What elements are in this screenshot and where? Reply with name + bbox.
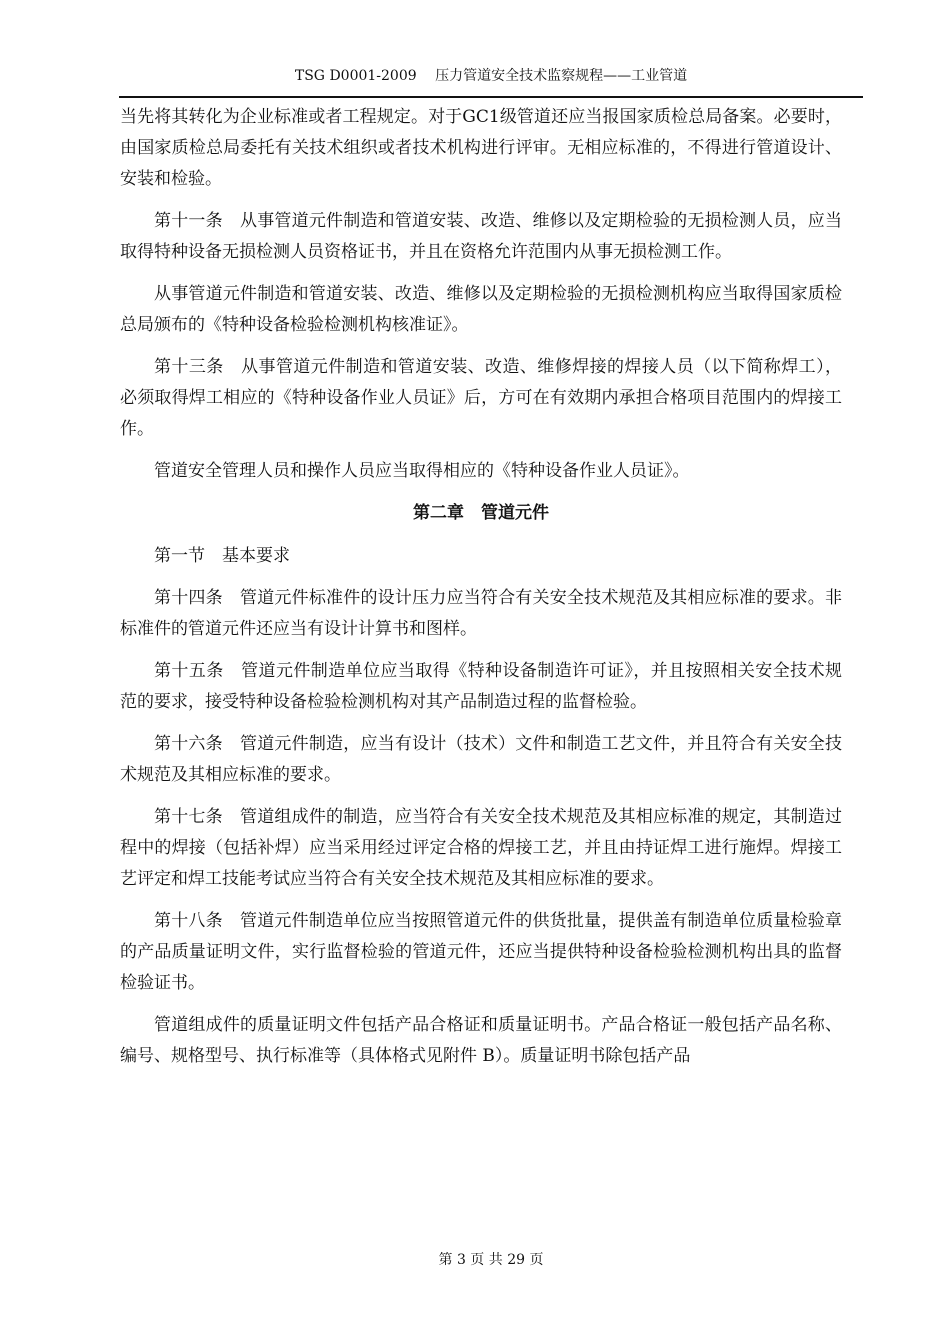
document-body [120, 102, 842, 1083]
paragraph-article-13: 第十三条 从事管道元件制造和管道安装、改造、维修焊接的焊接人员（以下简称焊工），必须取得焊工相应的《特种设备作业人员证》后，方可在有效期内承担合格项目范围内的焊接工作。 [120, 357, 842, 439]
paragraph-article-17: 第十七条 管道组成件的制造，应当符合有关安全技术规范及其相应标准的规定，其制造过程中的焊接（包括补焊）应当采用经过评定合格的焊接工艺，并且由持证焊工进行施焊。焊接工艺评定和焊工技能考试应当符合有关安全技术规范及其相应标准的要求。 [120, 807, 842, 889]
paragraph-operators: 管道安全管理人员和操作人员应当取得相应的《特种设备作业人员证》。 [154, 461, 690, 481]
header-divider [119, 96, 863, 98]
paragraph-quality-documents: 管道组成件的质量证明文件包括产品合格证和质量证明书。产品合格证一般包括产品名称、编号、规格型号、执行标准等（具体格式见附件 B）。质量证明书除包括产品 [120, 1015, 842, 1066]
paragraph-ndt-institution: 从事管道元件制造和管道安装、改造、维修以及定期检验的无损检测机构应当取得国家质检总局颁布的《特种设备检验检测机构核准证》。 [120, 284, 842, 335]
page-header: TSG D0001-2009 压力管道安全技术监察规程——工业管道 [294, 68, 688, 84]
paragraph-article-16: 第十六条 管道元件制造，应当有设计（技术）文件和制造工艺文件，并且符合有关安全技术规范及其相应标准的要求。 [120, 734, 842, 785]
paragraph-article-18: 第十八条 管道元件制造单位应当按照管道元件的供货批量，提供盖有制造单位质量检验章的产品质量证明文件，实行监督检验的管道元件，还应当提供特种设备检验检测机构出具的监督检验证书。 [120, 911, 842, 993]
paragraph-article-15: 第十五条 管道元件制造单位应当取得《特种设备制造许可证》，并且按照相关安全技术规范的要求，接受特种设备检验检测机构对其产品制造过程的监督检验。 [120, 661, 842, 712]
paragraph-article-14: 第十四条 管道元件标准件的设计压力应当符合有关安全技术规范及其相应标准的要求。非标准件的管道元件还应当有设计计算书和图样。 [120, 588, 842, 639]
page-number: 第 3 页 共 29 页 [438, 1252, 544, 1268]
paragraph-article-11: 第十一条 从事管道元件制造和管道安装、改造、维修以及定期检验的无损检测人员，应当取得特种设备无损检测人员资格证书，并且在资格允许范围内从事无损检测工作。 [120, 211, 842, 262]
chapter-title: 第二章 管道元件 [413, 503, 549, 523]
section-title: 第一节 基本要求 [154, 546, 290, 566]
paragraph-continuation: 当先将其转化为企业标准或者工程规定。对于GC1级管道还应当报国家质检总局备案。必要时，由国家质检总局委托有关技术组织或者技术机构进行评审。无相应标准的，不得进行管道设计、安装和检验。 [120, 107, 842, 189]
